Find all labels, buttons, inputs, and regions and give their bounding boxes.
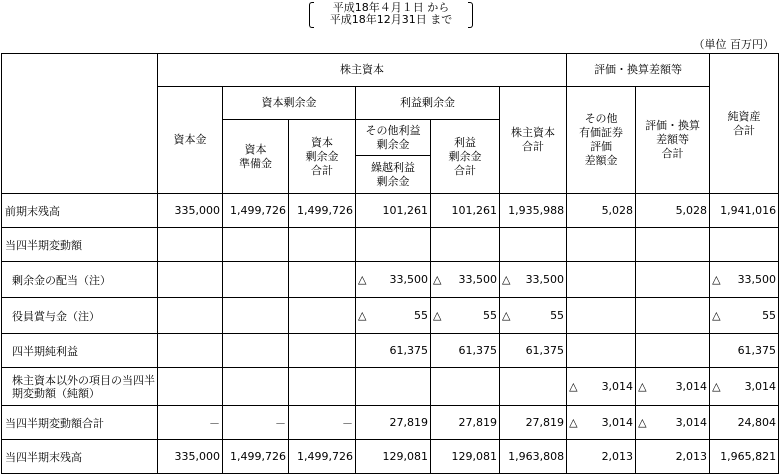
table-row — [2, 368, 779, 406]
cell-value: 5,028 — [567, 194, 636, 228]
row-label: 前期末残高 — [2, 194, 158, 228]
cell-value: 27,819 — [431, 406, 500, 440]
negative-marker: △ — [712, 273, 721, 286]
header-net-assets-total: 純資産 合計 — [710, 54, 779, 194]
value-text: 55 — [414, 309, 428, 322]
cell-value: 1,499,726 — [223, 440, 289, 474]
period-range — [309, 2, 473, 28]
negative-marker: △ — [433, 273, 442, 286]
cell-value — [636, 368, 710, 406]
header-retained-total: 利益 剰余金 合計 — [431, 120, 500, 194]
cell-value: 1,965,821 — [710, 440, 779, 474]
cell-value: 101,261 — [356, 194, 431, 228]
cell-value: － — [158, 406, 223, 440]
value-text: 3,014 — [601, 380, 634, 393]
cell-value — [500, 262, 567, 298]
cell-value — [289, 262, 356, 298]
value-text: 33,500 — [525, 273, 565, 286]
cell-value — [567, 228, 636, 262]
cell-value — [158, 228, 223, 262]
negative-marker: △ — [502, 273, 511, 286]
cell-value: 27,819 — [356, 406, 431, 440]
table-row — [2, 262, 779, 298]
negative-marker: △ — [712, 380, 721, 393]
equity-changes-table — [1, 53, 779, 474]
cell-value — [567, 298, 636, 334]
row-label: 当四半期変動額合計 — [2, 406, 158, 440]
cell-value — [567, 368, 636, 406]
cell-value: 1,963,808 — [500, 440, 567, 474]
row-label: 株主資本以外の項目の当四半期変動額（純額） — [2, 368, 158, 406]
table-row — [2, 228, 779, 262]
table-row — [2, 334, 779, 368]
cell-value: 61,375 — [431, 334, 500, 368]
negative-marker: △ — [502, 309, 511, 322]
value-text: 33,500 — [458, 273, 497, 286]
negative-marker: △ — [433, 309, 442, 322]
row-label: 当四半期変動額 — [2, 228, 158, 262]
row-label: 剰余金の配当（注） — [2, 262, 158, 298]
header-capital-surplus: 資本剰余金 — [223, 87, 356, 120]
cell-value — [636, 406, 710, 440]
cell-value: 27,819 — [500, 406, 567, 440]
cell-value — [567, 406, 636, 440]
cell-value — [356, 262, 431, 298]
value-text: 3,014 — [744, 380, 777, 393]
cell-value — [636, 334, 710, 368]
cell-value — [289, 368, 356, 406]
cell-value: 2,013 — [567, 440, 636, 474]
header-capital-surplus-total: 資本 剰余金 合計 — [289, 120, 356, 194]
cell-value: 1,935,988 — [500, 194, 567, 228]
cell-value — [158, 368, 223, 406]
cell-value — [356, 228, 431, 262]
cell-value: 1,499,726 — [289, 194, 356, 228]
table-row — [2, 440, 779, 474]
cell-value: － — [223, 406, 289, 440]
cell-value — [431, 298, 500, 334]
cell-value — [500, 228, 567, 262]
cell-value — [567, 262, 636, 298]
cell-value: 1,499,726 — [223, 194, 289, 228]
negative-marker: △ — [358, 273, 367, 286]
cell-value — [431, 262, 500, 298]
value-text: 55 — [762, 309, 777, 322]
value-text: 55 — [483, 309, 497, 322]
cell-value — [158, 262, 223, 298]
cell-value: 2,013 — [636, 440, 710, 474]
value-text: 55 — [550, 309, 565, 322]
cell-value — [710, 298, 779, 334]
row-label: 役員賞与金（注） — [2, 298, 158, 334]
cell-value — [223, 368, 289, 406]
cell-value — [567, 334, 636, 368]
cell-value — [636, 262, 710, 298]
header-valuation-total: 評価・換算 差額等 合計 — [636, 87, 710, 194]
cell-value: 1,499,726 — [289, 440, 356, 474]
cell-value — [289, 334, 356, 368]
negative-marker: △ — [358, 309, 367, 322]
header-valuation: 評価・換算差額等 — [567, 54, 710, 87]
cell-value — [158, 298, 223, 334]
header-shareholders-equity-total: 株主資本 合計 — [500, 87, 567, 194]
value-text: 3,014 — [675, 380, 708, 393]
cell-value: 129,081 — [356, 440, 431, 474]
row-label: 当四半期末残高 — [2, 440, 158, 474]
cell-value — [289, 228, 356, 262]
header-capital-reserve: 資本 準備金 — [223, 120, 289, 194]
cell-value — [500, 368, 567, 406]
value-text: 3,014 — [675, 416, 708, 429]
cell-value — [289, 298, 356, 334]
header-retained-carried: 繰越利益 剰余金 — [356, 156, 431, 194]
cell-value: 61,375 — [710, 334, 779, 368]
cell-value — [223, 262, 289, 298]
cell-value — [223, 334, 289, 368]
cell-value — [223, 298, 289, 334]
value-text: 3,014 — [601, 416, 634, 429]
cell-value: 129,081 — [431, 440, 500, 474]
cell-value: 24,804 — [710, 406, 779, 440]
cell-value: 5,028 — [636, 194, 710, 228]
header-retained-earnings: 利益剰余金 — [356, 87, 500, 120]
left-bracket — [309, 2, 314, 28]
period-end: 平成18年12月31日 まで — [329, 13, 453, 26]
negative-marker: △ — [638, 416, 647, 429]
cell-value — [636, 298, 710, 334]
cell-value — [710, 228, 779, 262]
cell-value — [500, 298, 567, 334]
table-row — [2, 298, 779, 334]
unit-label: （単位 百万円） — [693, 38, 774, 51]
table-row — [2, 406, 779, 440]
row-label: 四半期純利益 — [2, 334, 158, 368]
negative-marker: △ — [638, 380, 647, 393]
cell-value — [223, 228, 289, 262]
cell-value — [356, 368, 431, 406]
header-other-retained: その他利益 剰余金 — [356, 120, 431, 156]
cell-value — [710, 368, 779, 406]
right-bracket — [468, 2, 473, 28]
cell-value — [431, 228, 500, 262]
value-text: 33,500 — [389, 273, 428, 286]
cell-value: 61,375 — [356, 334, 431, 368]
cell-value — [356, 298, 431, 334]
header-other-securities: その他 有価証券 評価 差額金 — [567, 87, 636, 194]
value-text: 33,500 — [737, 273, 777, 286]
period-start: 平成18年４月１日 から — [332, 1, 450, 14]
cell-value: 335,000 — [158, 194, 223, 228]
header-blank — [2, 54, 158, 194]
negative-marker: △ — [569, 380, 578, 393]
table-row — [2, 194, 779, 228]
header-capital-stock: 資本金 — [158, 87, 223, 194]
cell-value: 1,941,016 — [710, 194, 779, 228]
cell-value — [710, 262, 779, 298]
header-shareholders-equity: 株主資本 — [158, 54, 567, 87]
cell-value: 335,000 — [158, 440, 223, 474]
cell-value: 101,261 — [431, 194, 500, 228]
cell-value — [636, 228, 710, 262]
cell-value: 61,375 — [500, 334, 567, 368]
cell-value — [158, 334, 223, 368]
cell-value: － — [289, 406, 356, 440]
negative-marker: △ — [712, 309, 721, 322]
negative-marker: △ — [569, 416, 578, 429]
cell-value — [431, 368, 500, 406]
